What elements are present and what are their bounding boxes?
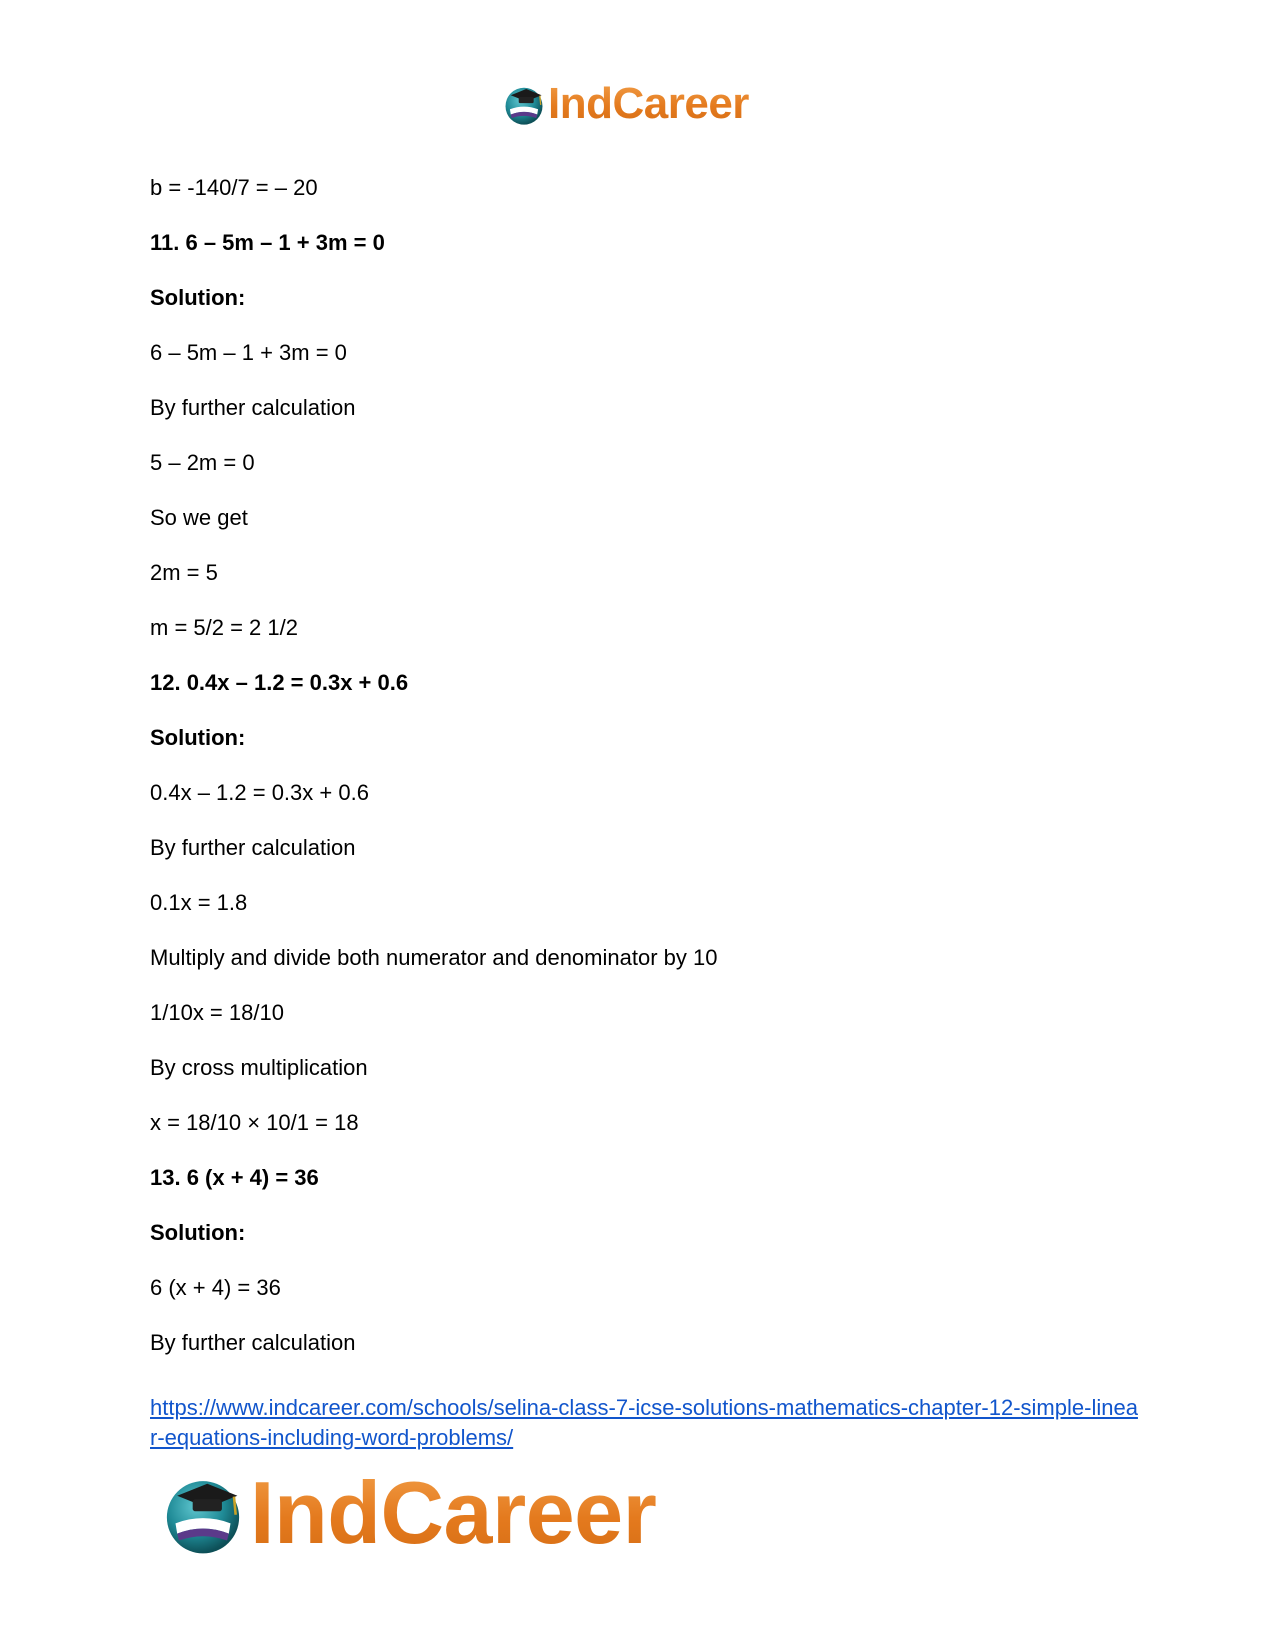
text-line: By further calculation (150, 1330, 356, 1355)
text-line: b = -140/7 = – 20 (150, 175, 318, 200)
logo-text: IndCareer (250, 1463, 657, 1562)
logo-text: IndCareer (548, 79, 749, 128)
header-logo (502, 80, 749, 128)
solution-heading: Solution: (150, 725, 246, 750)
text-line: Multiply and divide both numerator and denominator by 10 (150, 945, 718, 970)
text-line: 0.4x – 1.2 = 0.3x + 0.6 (150, 780, 369, 805)
text-line: 2m = 5 (150, 560, 218, 585)
text-line: m = 5/2 = 2 1/2 (150, 615, 298, 640)
question-heading: 12. 0.4x – 1.2 = 0.3x + 0.6 (150, 670, 409, 695)
source-link[interactable]: https://www.indcareer.com/schools/selina-class-7-icse-solutions-mathematics-chapter-12-simple-linear-equations-including-word-problems/ (150, 1395, 1138, 1450)
graduation-globe-icon (502, 82, 546, 126)
question-heading: 11. 6 – 5m – 1 + 3m = 0 (150, 230, 385, 255)
footer-logo (160, 1463, 657, 1562)
text-line: 6 – 5m – 1 + 3m = 0 (150, 340, 347, 365)
question-heading: 13. 6 (x + 4) = 36 (150, 1165, 319, 1190)
text-line: 1/10x = 18/10 (150, 1000, 284, 1025)
text-line: By further calculation (150, 395, 356, 420)
text-line: By cross multiplication (150, 1055, 368, 1080)
text-line: So we get (150, 505, 248, 530)
solution-heading: Solution: (150, 1220, 246, 1245)
graduation-globe-icon (160, 1470, 246, 1556)
document-body (150, 173, 1130, 1383)
text-line: 0.1x = 1.8 (150, 890, 248, 915)
text-line: 5 – 2m = 0 (150, 450, 255, 475)
text-line: x = 18/10 × 10/1 = 18 (150, 1110, 359, 1135)
text-line: By further calculation (150, 835, 356, 860)
text-line: 6 (x + 4) = 36 (150, 1275, 281, 1300)
solution-heading: Solution: (150, 285, 246, 310)
